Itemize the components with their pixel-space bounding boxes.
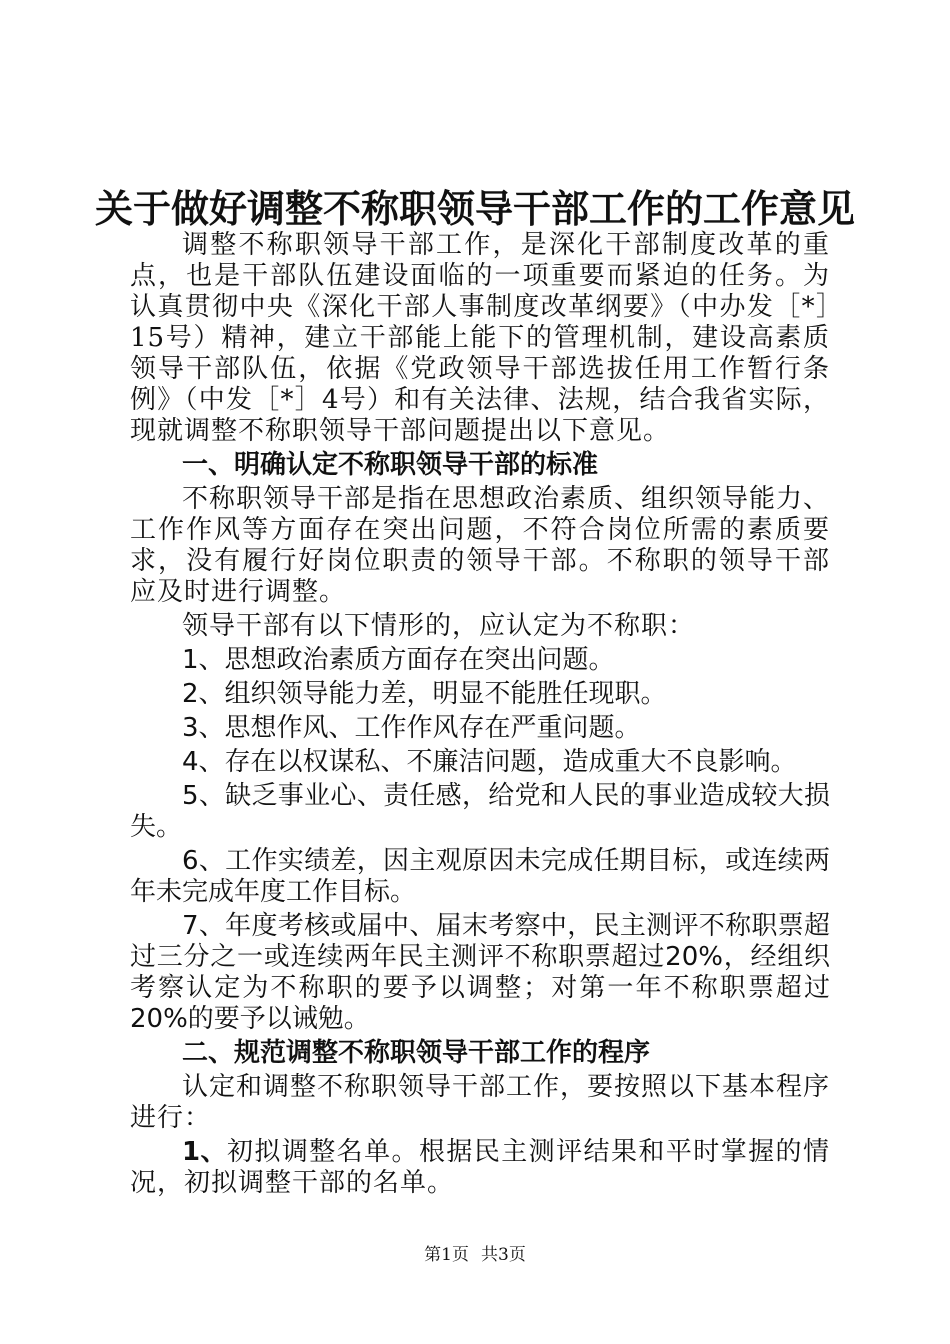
procedure-step-number: 1、	[182, 1137, 227, 1167]
criteria-item-7: 7、年度考核或届中、届末考察中，民主测评不称职票超过三分之一或连续两年民主测评不称职票超过20%，经组织考察认定为不称职的要予以调整；对第一年不称职票超过20%的要予以诫勉。	[130, 911, 830, 1034]
criteria-item-1: 1、思想政治素质方面存在突出问题。	[182, 645, 615, 675]
criteria-item-6: 6、工作实绩差，因主观原因未完成任期目标，或连续两年未完成年度工作目标。	[130, 846, 830, 907]
criteria-item-5: 5、缺乏事业心、责任感，给党和人民的事业造成较大损失。	[130, 781, 830, 842]
page-number: 第1页	[424, 1245, 469, 1265]
criteria-item-4: 4、存在以权谋私、不廉洁问题，造成重大不良影响。	[182, 747, 797, 777]
document-body	[130, 230, 830, 1199]
section-heading-1: 一、明确认定不称职领导干部的标准	[182, 450, 599, 480]
document-title: 关于做好调整不称职领导干部工作的工作意见	[94, 186, 855, 231]
section-heading-2: 二、规范调整不称职领导干部工作的程序	[182, 1038, 651, 1068]
intro-paragraph: 调整不称职领导干部工作，是深化干部制度改革的重点，也是干部队伍建设面临的一项重要而紧迫的任务。为认真贯彻中央《深化干部人事制度改革纲要》（中办发［*］15号）精神，建立干部能上能下的管理机制，建设高素质领导干部队伍，依据《党政领导干部选拔任用工作暂行条例》（中发［*］4号）和有关法律、法规，结合我省实际，现就调整不称职领导干部问题提出以下意见。	[130, 230, 830, 446]
page-total: 共3页	[481, 1245, 526, 1265]
criteria-item-2: 2、组织领导能力差，明显不能胜任现职。	[182, 679, 667, 709]
procedure-intro: 认定和调整不称职领导干部工作，要按照以下基本程序进行：	[130, 1072, 831, 1133]
procedure-step-text: 初拟调整名单。根据民主测评结果和平时掌握的情况，初拟调整干部的名单。	[130, 1137, 830, 1198]
procedure-step-1	[130, 1137, 830, 1199]
definition-paragraph: 不称职领导干部是指在思想政治素质、组织领导能力、工作作风等方面存在突出问题，不符合岗位所需的素质要求，没有履行好岗位职责的领导干部。不称职的领导干部应及时进行调整。	[130, 484, 831, 607]
page-footer	[0, 1244, 950, 1266]
criteria-item-3: 3、思想作风、工作作风存在严重问题。	[182, 713, 641, 743]
criteria-intro: 领导干部有以下情形的，应认定为不称职：	[182, 611, 696, 641]
